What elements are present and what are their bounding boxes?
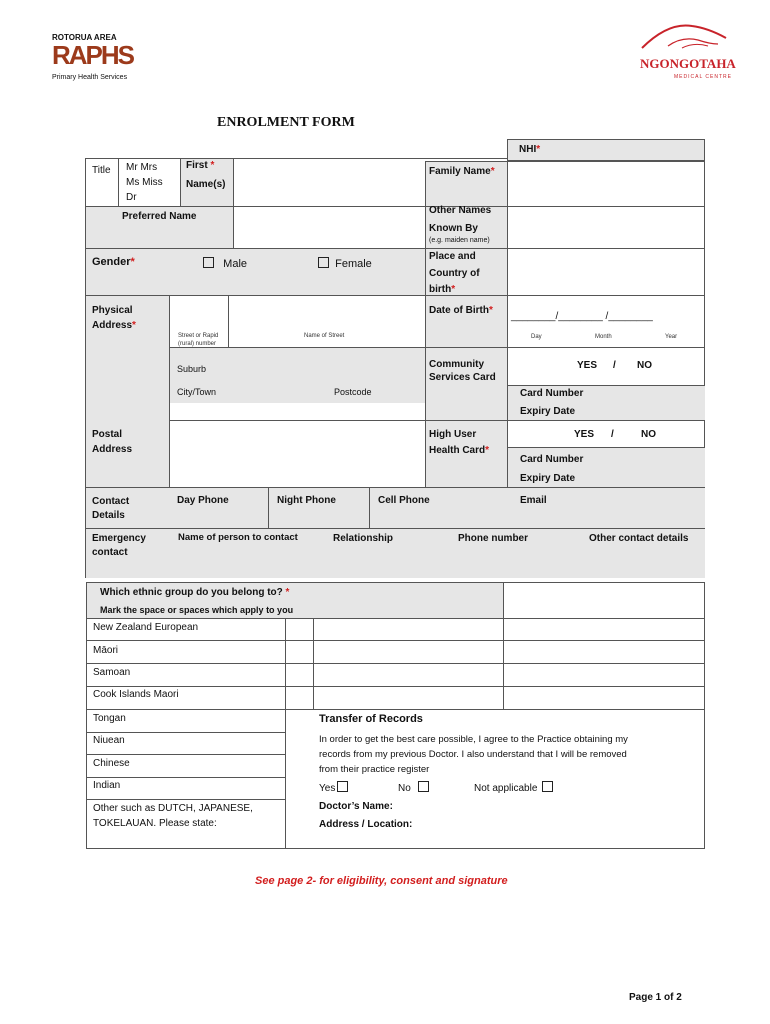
postal-label-1: Postal	[92, 429, 123, 440]
transfer-no-checkbox[interactable]	[418, 781, 429, 792]
dob-month: Month	[595, 334, 612, 340]
rule	[86, 799, 286, 800]
rule	[285, 618, 286, 849]
transfer-yes[interactable]: Yes	[319, 781, 348, 796]
rule	[169, 347, 705, 348]
emergency-relationship-label: Relationship	[333, 533, 394, 544]
logo-line1: ROTORUA AREA	[52, 33, 117, 42]
rule	[169, 420, 705, 421]
email-label: Email	[520, 495, 547, 506]
rule	[180, 159, 181, 206]
male-checkbox[interactable]	[203, 257, 214, 268]
huhc-no[interactable]: NO	[641, 429, 656, 440]
first-names-label-2: Name(s)	[186, 179, 226, 190]
csc-expiry: Expiry Date	[520, 406, 576, 417]
rule	[86, 206, 705, 207]
form-title: ENROLMENT FORM	[217, 115, 355, 130]
postal-label-2: Address	[92, 444, 133, 455]
ethnic-group-4[interactable]: Tongan	[93, 713, 126, 724]
logo-name: NGONGOTAHA	[640, 56, 736, 71]
rule	[507, 161, 508, 487]
gender-row-bg	[86, 248, 426, 295]
dob-label: Date of Birth*	[429, 305, 493, 316]
other-names-line2: Known By	[429, 223, 478, 234]
ngongotaha-logo	[638, 18, 736, 84]
street-number-hint-1: Street or Rapid	[178, 333, 219, 339]
doctor-location-label: Address / Location:	[319, 819, 413, 830]
female-checkbox[interactable]	[318, 257, 329, 268]
emergency-label-2: contact	[92, 547, 128, 558]
title-label: Title	[92, 165, 111, 176]
rule	[86, 709, 705, 710]
ethnic-group-1[interactable]: Māori	[93, 645, 119, 656]
transfer-yes-checkbox[interactable]	[337, 781, 348, 792]
rule	[86, 618, 705, 619]
rule	[233, 159, 234, 248]
suburb-hint: Suburb	[177, 364, 207, 374]
ethnic-group-7[interactable]: Indian	[93, 780, 121, 791]
other-names-hint: (e.g. maiden name)	[429, 237, 490, 244]
csc-card-number: Card Number	[520, 388, 584, 399]
huhc-expiry: Expiry Date	[520, 473, 576, 484]
ethnic-question: Which ethnic group do you belong to? *	[100, 587, 290, 598]
gender-female-option[interactable]: Female	[316, 257, 372, 271]
transfer-body-1: In order to get the best care possible, I agree to the Practice obtaining my	[319, 734, 628, 745]
rule	[228, 295, 229, 347]
transfer-heading: Transfer of Records	[319, 713, 423, 725]
emergency-name-label: Name of person to contact	[178, 532, 298, 543]
family-name-label: Family Name*	[429, 166, 495, 177]
other-names-line1: Other Names	[429, 205, 492, 216]
place-of-birth-line3: birth*	[429, 284, 456, 295]
ethnic-other-2[interactable]: TOKELAUAN. Please state:	[93, 818, 217, 829]
footer-note: See page 2- for eligibility, consent and signature	[255, 875, 508, 887]
rule	[369, 487, 370, 528]
transfer-na[interactable]: Not applicable	[474, 781, 553, 796]
ethnic-instruction: Mark the space or spaces which apply to you	[100, 605, 294, 615]
emergency-phone-label: Phone number	[458, 533, 529, 544]
transfer-na-checkbox[interactable]	[542, 781, 553, 792]
ethnic-group-2[interactable]: Samoan	[93, 667, 131, 678]
csc-label-1: Community	[429, 359, 484, 370]
dob-day: Day	[531, 334, 542, 340]
rule	[313, 618, 314, 710]
csc-yes[interactable]: YES	[577, 360, 598, 371]
nhi-label: NHI*	[519, 144, 541, 155]
place-of-birth-line1: Place and	[429, 251, 476, 262]
rule	[503, 582, 504, 710]
rule	[425, 161, 426, 487]
rule	[86, 732, 286, 733]
emergency-other-label: Other contact details	[589, 533, 689, 544]
mountain-logo-icon	[638, 18, 730, 52]
logo-line2: Primary Health Services	[52, 74, 128, 81]
rule	[86, 777, 286, 778]
rule	[425, 161, 705, 162]
rule	[169, 295, 170, 487]
gender-male-option[interactable]: Male	[201, 257, 247, 271]
street-name-hint: Name of Street	[304, 333, 345, 339]
rule	[118, 159, 119, 206]
preferred-name-label: Preferred Name	[122, 211, 197, 222]
cell-phone-label: Cell Phone	[378, 495, 430, 506]
rule	[86, 686, 705, 687]
ethnic-group-0[interactable]: New Zealand European	[93, 622, 199, 633]
doctor-name-label: Doctor’s Name:	[319, 801, 393, 812]
emergency-label-1: Emergency	[92, 533, 146, 544]
rule	[86, 295, 705, 296]
contact-label-2: Details	[92, 510, 125, 521]
dob-year: Year	[665, 334, 678, 340]
rule	[268, 487, 269, 528]
rule	[507, 447, 705, 448]
title-options-2[interactable]: Ms Miss	[126, 177, 163, 188]
transfer-body-2: records from my previous Doctor. I also understand that I will be removed	[319, 749, 627, 760]
rule	[86, 248, 705, 249]
street-number-hint-2: (rural) number	[178, 341, 217, 347]
huhc-label-1: High User	[429, 429, 477, 440]
title-options-3[interactable]: Dr	[126, 192, 137, 203]
night-phone-label: Night Phone	[277, 495, 336, 506]
day-phone-label: Day Phone	[177, 495, 229, 506]
rule	[86, 640, 705, 641]
huhc-slash: /	[611, 429, 614, 440]
title-options-1[interactable]: Mr Mrs	[126, 162, 158, 173]
transfer-body-3: from their practice register	[319, 764, 430, 775]
huhc-label-2: Health Card*	[429, 445, 490, 456]
ethnic-group-6[interactable]: Chinese	[93, 758, 130, 769]
postcode-hint: Postcode	[334, 387, 372, 397]
dob-field[interactable]: ________/________ /________	[511, 311, 653, 322]
physical-address-label1: Physical	[92, 305, 133, 316]
rule	[86, 754, 286, 755]
rule	[86, 487, 705, 488]
csc-slash: /	[613, 360, 616, 371]
page-number: Page 1 of 2	[629, 992, 682, 1003]
rule	[86, 663, 705, 664]
place-of-birth-line2: Country of	[429, 268, 480, 279]
raphs-logo	[52, 33, 134, 85]
ethnic-other-1[interactable]: Other such as DUTCH, JAPANESE,	[93, 803, 253, 814]
csc-label-2: Services Card	[429, 372, 496, 383]
ethnic-group-5[interactable]: Niuean	[93, 735, 125, 746]
csc-no[interactable]: NO	[637, 360, 652, 371]
logo-sub: MEDICAL CENTRE	[674, 74, 732, 80]
contact-label-1: Contact	[92, 496, 130, 507]
huhc-card-number: Card Number	[520, 454, 584, 465]
ethnic-group-3[interactable]: Cook Islands Maori	[93, 689, 179, 700]
huhc-yes[interactable]: YES	[574, 429, 595, 440]
city-hint: City/Town	[177, 387, 217, 397]
logo-mark: RAPHS	[52, 40, 134, 70]
physical-address-label2: Address*	[92, 320, 136, 331]
first-names-label: First *	[186, 160, 215, 171]
rule	[507, 385, 705, 386]
rule	[86, 528, 705, 529]
transfer-no[interactable]: No	[398, 781, 429, 796]
gender-label: Gender*	[92, 256, 135, 268]
